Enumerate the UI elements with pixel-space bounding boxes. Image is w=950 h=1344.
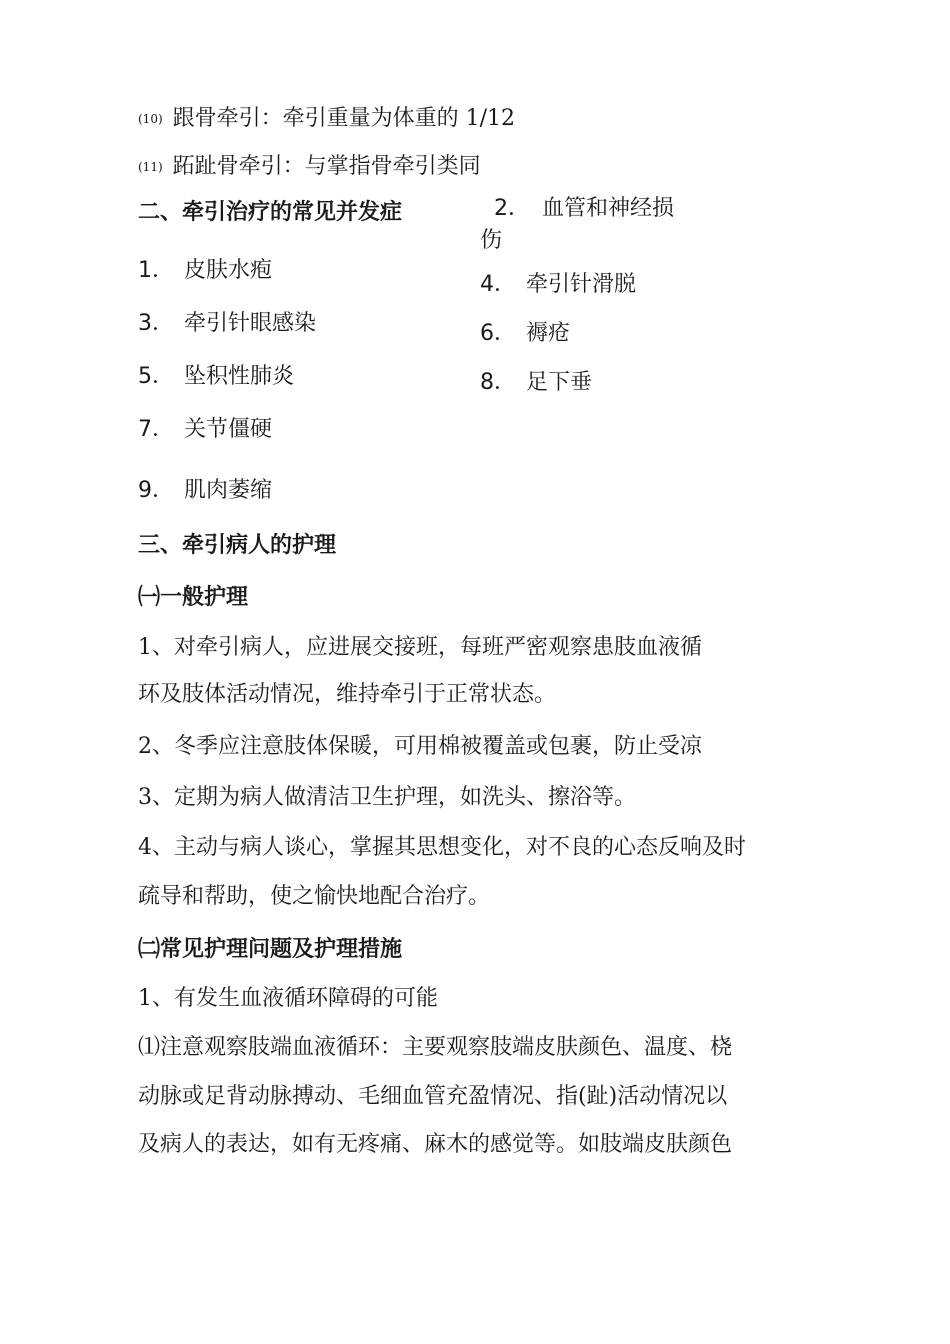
complication-item: [138, 256, 272, 286]
complication-item: [138, 309, 316, 339]
item-number: 7．: [138, 417, 174, 442]
complication-item: [138, 415, 272, 445]
complication-item: [138, 476, 272, 506]
line-11: [138, 152, 481, 182]
paragraph-line: ⑴注意观察肢端血液循环：主要观察肢端皮肤颜色、温度、桡: [138, 1035, 733, 1060]
complication-item: [138, 362, 294, 392]
paragraph-line: 1、对牵引病人，应进展交接班，每班严密观察患肢血液循: [138, 635, 702, 660]
section2-heading: 二、牵引治疗的常见并发症: [138, 199, 403, 225]
item-text-continued: 伤: [480, 228, 503, 253]
item-number: 6．: [480, 321, 516, 346]
subheading-general-care: ㈠一般护理: [138, 584, 249, 610]
paragraph-line: 动脉或足背动脉搏动、毛细血管充盈情况、指(趾)活动情况以: [138, 1084, 728, 1109]
line-10: [138, 104, 515, 134]
item-text: 肌肉萎缩: [184, 478, 273, 503]
paragraph-line: 疏导和帮助，使之愉快地配合治疗。: [138, 884, 491, 909]
paragraph-line: 1、有发生血液循环障碍的可能: [138, 986, 438, 1011]
item-number: 4．: [480, 272, 516, 297]
item-text: 足下垂: [526, 370, 593, 395]
paragraph-line: 及病人的表达，如有无疼痛、麻木的感觉等。如肢端皮肤颜色: [138, 1132, 733, 1157]
item-number: 8．: [480, 370, 516, 395]
complication-item: [480, 368, 592, 398]
line-text: 跖趾骨牵引：与掌指骨牵引类同: [172, 154, 481, 179]
item-number: 2．: [494, 196, 530, 221]
item-marker: (11): [138, 160, 163, 174]
item-text: 褥疮: [526, 321, 571, 346]
item-number: 3．: [138, 311, 174, 336]
complication-item: [480, 270, 636, 300]
item-text: 皮肤水疱: [184, 258, 273, 283]
item-text: 牵引针眼感染: [184, 311, 317, 336]
paragraph-line: 环及肢体活动情况，维持牵引于正常状态。: [138, 682, 557, 707]
paragraph-line: 4、主动与病人谈心，掌握其思想变化，对不良的心态反响及时: [138, 835, 746, 860]
complication-item: [480, 319, 570, 349]
item-text: 坠积性肺炎: [184, 364, 295, 389]
item-marker: (10): [138, 112, 163, 126]
item-number: 5．: [138, 364, 174, 389]
paragraph-line: 2、冬季应注意肢体保暖，可用棉被覆盖或包裹，防止受凉: [138, 734, 702, 759]
item-number: 9．: [138, 478, 174, 503]
subheading-common-problems: ㈡常见护理问题及护理措施: [138, 936, 403, 962]
item-number: 1．: [138, 258, 174, 283]
paragraph-line: 3、定期为病人做清洁卫生护理，如洗头、擦浴等。: [138, 785, 636, 810]
item-text: 关节僵硬: [184, 417, 273, 442]
section3-heading: 三、牵引病人的护理: [138, 532, 337, 558]
line-text: 跟骨牵引：牵引重量为体重的 1/12: [172, 106, 516, 131]
item-text: 牵引针滑脱: [526, 272, 637, 297]
item-text: 血管和神经损: [542, 196, 675, 221]
complication-item: [480, 194, 674, 224]
